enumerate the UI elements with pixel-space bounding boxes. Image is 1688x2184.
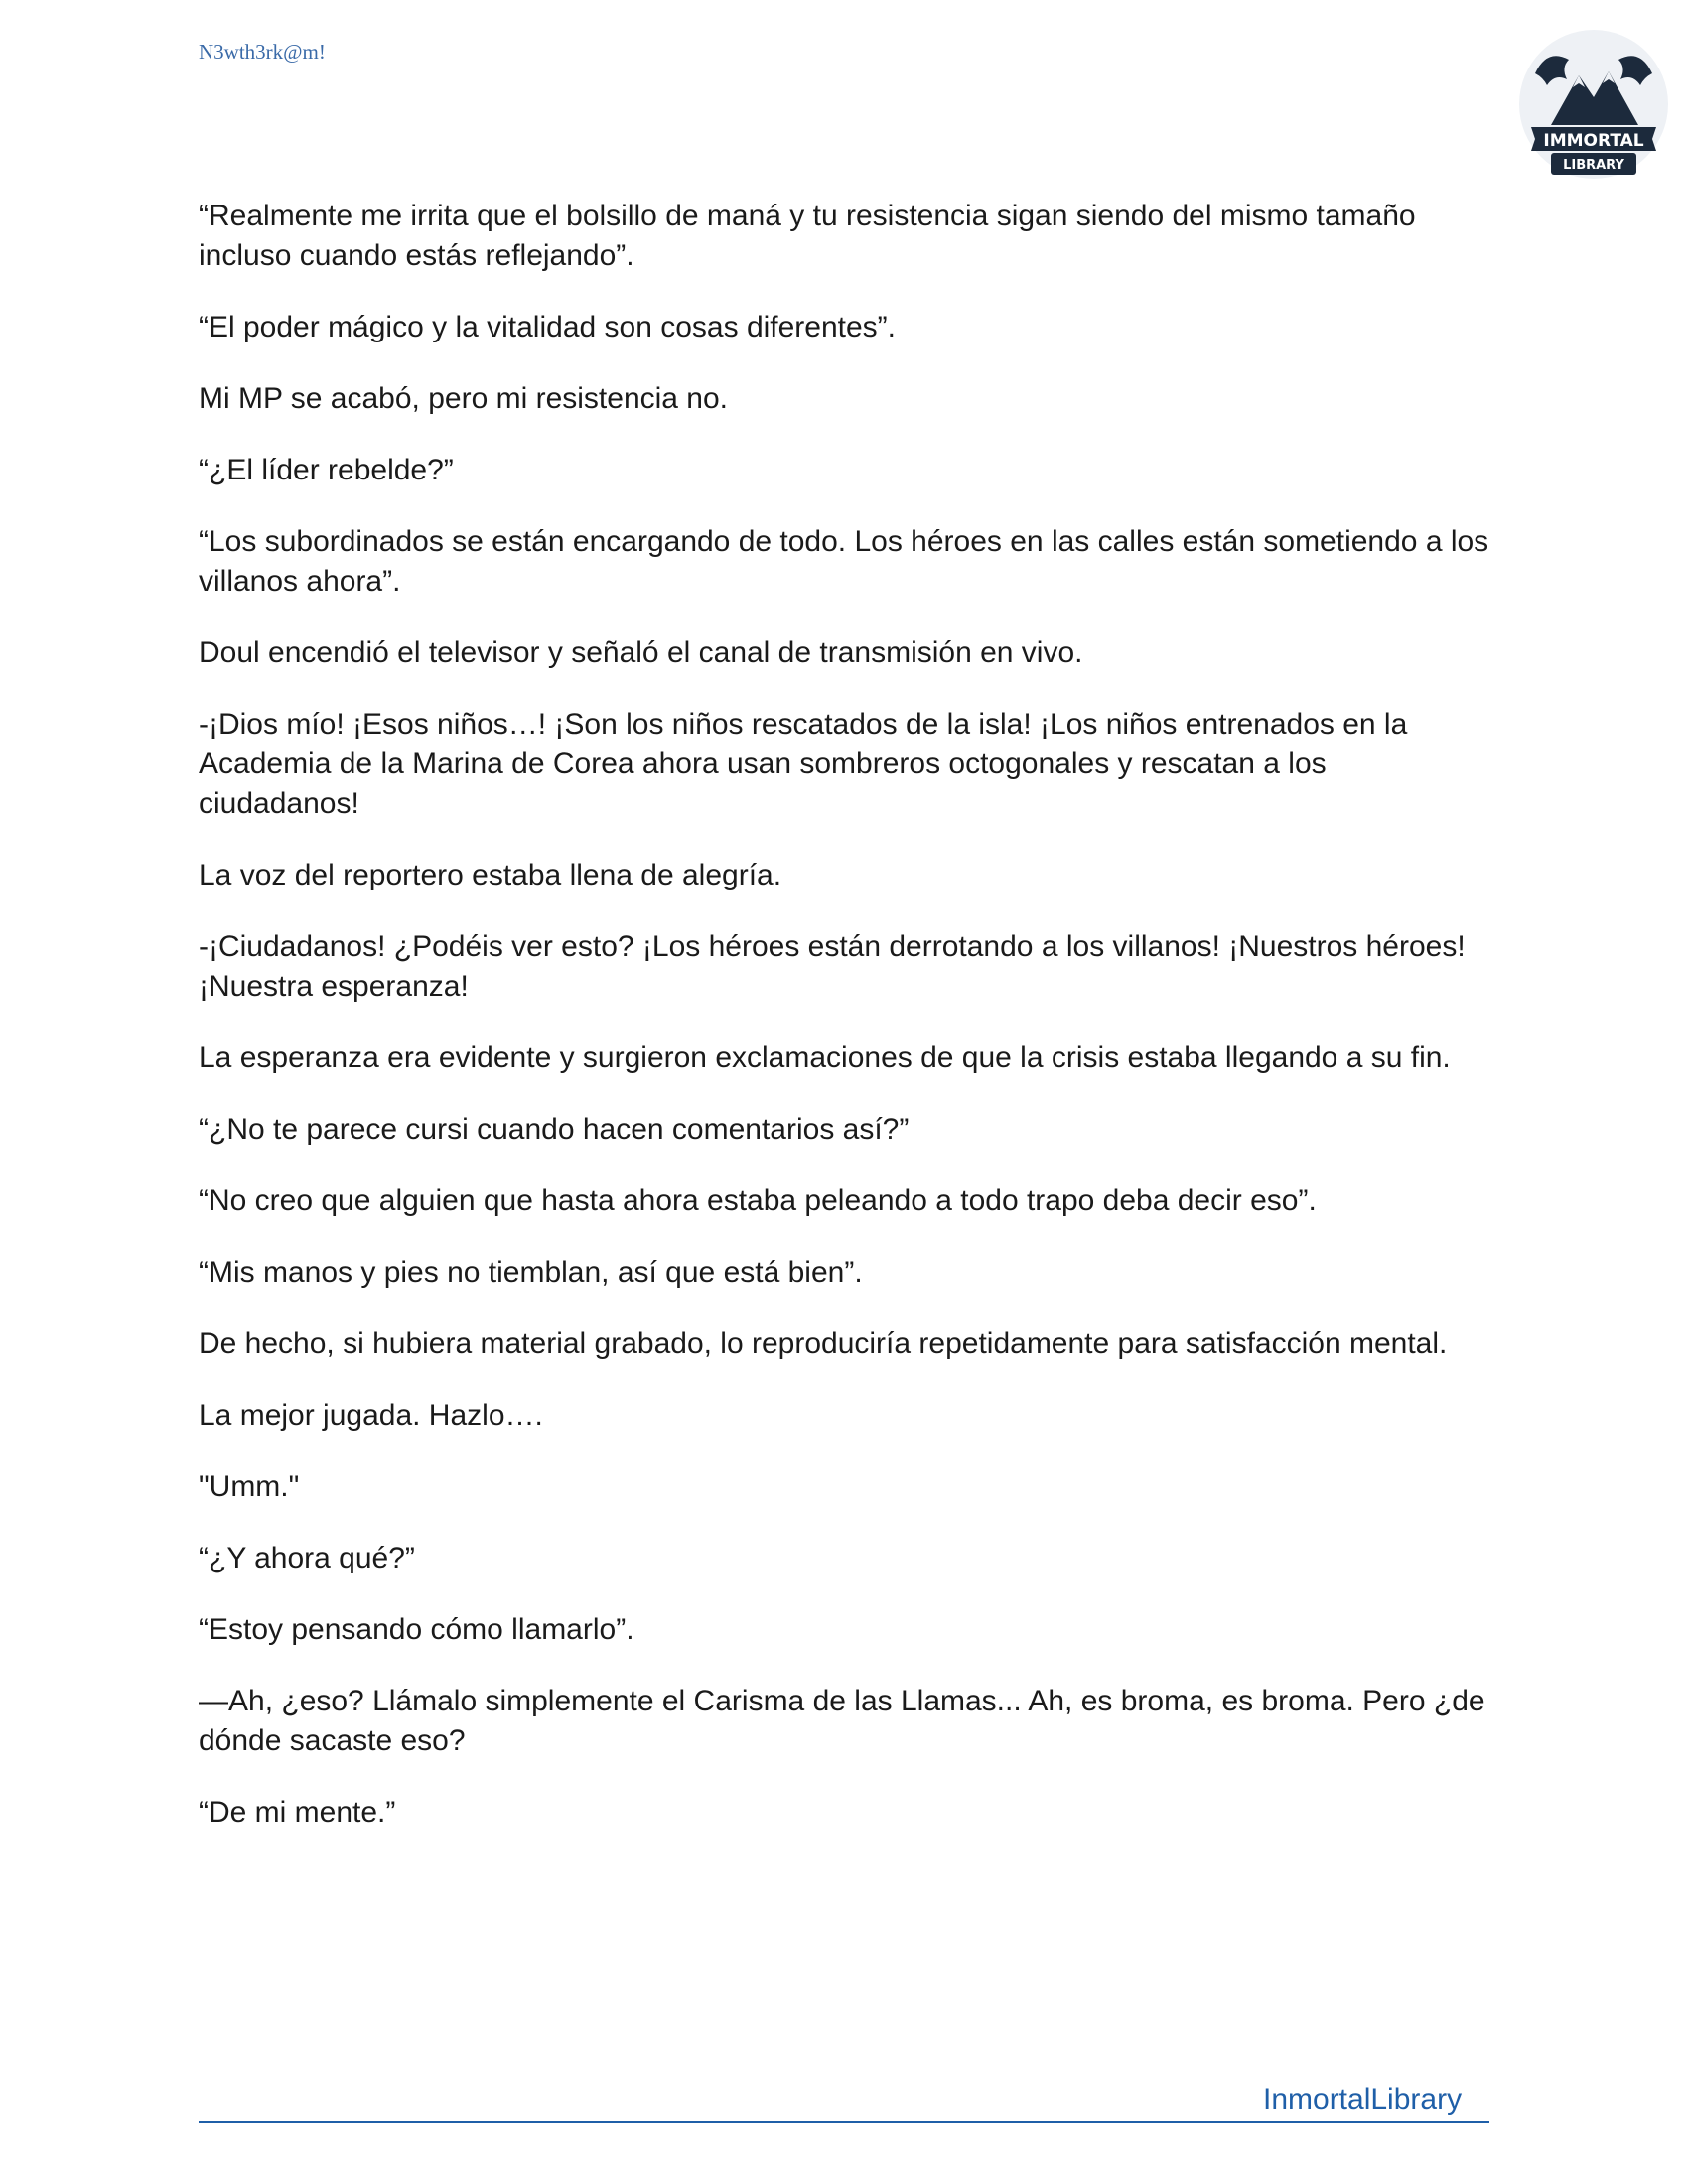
paragraph: “No creo que alguien que hasta ahora estaba peleando a todo trapo deba decir eso”. <box>199 1184 1317 1217</box>
paragraph: La voz del reportero estaba llena de alegría. <box>199 859 782 891</box>
paragraph: De hecho, si hubiera material grabado, lo reproduciría repetidamente para satisfacción mental. <box>199 1327 1448 1360</box>
paragraph: “Mis manos y pies no tiemblan, así que está bien”. <box>199 1256 863 1289</box>
paragraph: “Los subordinados se están encargando de todo. Los héroes en las calles están sometiendo a los villanos ahora”. <box>199 525 1489 598</box>
document-body <box>199 197 1489 1864</box>
footer-link[interactable]: InmortalLibrary <box>1263 2083 1463 2116</box>
paragraph: -¡Ciudadanos! ¿Podéis ver esto? ¡Los héroes están derrotando a los villanos! ¡Nuestros héroes! ¡Nuestra esperanza! <box>199 930 1466 1003</box>
paragraph: "Umm." <box>199 1470 300 1503</box>
footer-divider <box>199 2121 1489 2123</box>
paragraph: “Estoy pensando cómo llamarlo”. <box>199 1613 634 1646</box>
paragraph: Doul encendió el televisor y señaló el canal de transmisión en vivo. <box>199 636 1083 669</box>
dragon-mountain-emblem-icon <box>1517 28 1670 181</box>
immortal-library-logo <box>1517 28 1670 181</box>
paragraph: “¿Y ahora qué?” <box>199 1542 415 1574</box>
paragraph: “¿No te parece cursi cuando hacen comentarios así?” <box>199 1113 910 1146</box>
paragraph: La esperanza era evidente y surgieron exclamaciones de que la crisis estaba llegando a su fin. <box>199 1041 1451 1074</box>
logo-line2: LIBRARY <box>1563 158 1624 173</box>
paragraph: “Realmente me irrita que el bolsillo de maná y tu resistencia sigan siendo del mismo tamaño incluso cuando estás reflejando”. <box>199 200 1416 272</box>
header-watermark-text: N3wth3rk@m! <box>199 40 326 64</box>
paragraph: Mi MP se acabó, pero mi resistencia no. <box>199 382 729 415</box>
paragraph: —Ah, ¿eso? Llámalo simplemente el Carisma de las Llamas... Ah, es broma, es broma. Pero ¿de dónde sacaste eso? <box>199 1685 1485 1757</box>
paragraph: “¿El líder rebelde?” <box>199 454 454 486</box>
paragraph: “El poder mágico y la vitalidad son cosas diferentes”. <box>199 311 897 343</box>
logo-line1: IMMORTAL <box>1543 131 1644 151</box>
paragraph: “De mi mente.” <box>199 1796 396 1829</box>
paragraph: -¡Dios mío! ¡Esos niños…! ¡Son los niños rescatados de la isla! ¡Los niños entrenados en la Academia de la Marina de Corea ahora usan sombreros octogonales y rescatan a los ciudadanos! <box>199 708 1408 820</box>
paragraph: La mejor jugada. Hazlo…. <box>199 1399 543 1432</box>
